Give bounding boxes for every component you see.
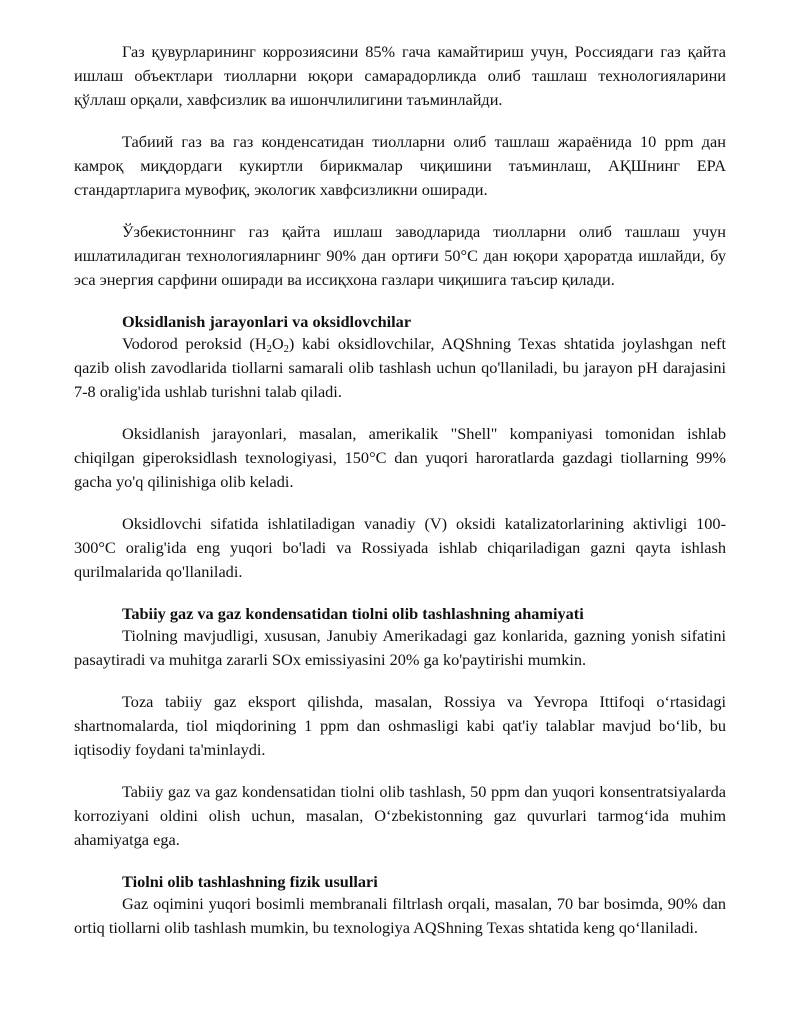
paragraph: Табиий газ ва газ конденсатидан тиолларни олиб ташлаш жараёнида 10 ppm дан камроқ миқдордаги кукиртли бирикмалар чиқишини таъминлаш, АҚШнинг EPA стандартларига мувофиқ, экологик хавфсизликни оширади. [74, 132, 726, 199]
paragraph: Gaz oqimini yuqori bosimli membranali filtrlash orqali, masalan, 70 bar bosimda, 90% dan ortiq tiollarni olib tashlash mumkin, bu texnologiya AQShning Texas shtatida keng qoʻllaniladi. [74, 894, 726, 937]
paragraph: Газ қувурларининг коррозиясини 85% гача камайтириш учун, Россиядаги газ қайта ишлаш объектлари тиолларни юқори самарадорликда олиб ташлаш технологияларини қўллаш орқали, хавфсизлик ва ишончлилигини таъминлайди. [74, 42, 726, 109]
text-run: O [271, 334, 284, 353]
text-run: ) kabi oksidlovchilar, AQShning Texas shtatida joylashgan neft qazib olish zavodlarida tiollarni samarali olib tashlash uchun qo'llaniladi, bu jarayon pH darajasini 7-8 oralig'ida ushlab turishni talab qiladi. [74, 334, 726, 401]
paragraph: Ўзбекистоннинг газ қайта ишлаш заводларида тиолларни олиб ташлаш учун ишлатиладиган технологияларнинг 90% дан ортиғи 50°C дан юқори ҳароратда ишлайди, бу эса энергия сарфини оширади ва иссиқхона газлари чиқишига таъсир қилади. [74, 222, 726, 289]
importance-section [74, 604, 726, 852]
oxidation-section [74, 312, 726, 584]
paragraph: Tabiiy gaz va gaz kondensatidan tiolni olib tashlash, 50 ppm dan yuqori konsentratsiyalarda korroziyani oldini olish uchun, masalan, Oʻzbekistonning gaz quvurlari tarmogʻida muhim ahamiyatga ega. [74, 782, 726, 849]
section-heading: Oksidlanish jarayonlari va oksidlovchilar [122, 312, 412, 331]
physical-methods-section [74, 872, 726, 940]
paragraph: Tiolning mavjudligi, xususan, Janubiy Amerikadagi gaz konlarida, gazning yonish sifatini pasaytiradi va muhitga zararli SOx emissiyasini 20% ga ko'paytirishi mumkin. [74, 626, 726, 669]
section-heading: Tiolni olib tashlashning fizik usullari [122, 872, 378, 891]
paragraph [74, 332, 726, 404]
intro-section [74, 40, 726, 292]
section-heading: Tabiiy gaz va gaz kondensatidan tiolni olib tashlashning ahamiyati [122, 604, 584, 623]
paragraph: Toza tabiiy gaz eksport qilishda, masalan, Rossiya va Yevropa Ittifoqi oʻrtasidagi shartnomalarda, tiol miqdorining 1 ppm dan oshmasligi kabi qat'iy talablar mavjud boʻlib, bu iqtisodiy foydani ta'minlaydi. [74, 692, 726, 759]
paragraph: Oksidlanish jarayonlari, masalan, amerikalik "Shell" kompaniyasi tomonidan ishlab chiqilgan giperoksidlash texnologiyasi, 150°C dan yuqori haroratlarda gazdagi tiollarning 99% gacha yo'q qilinishiga olib keladi. [74, 424, 726, 491]
subscript: 2 [283, 344, 289, 355]
subscript: 2 [266, 344, 272, 355]
paragraph: Oksidlovchi sifatida ishlatiladigan vanadiy (V) oksidi katalizatorlarining aktivligi 100-300°C oralig'ida eng yuqori bo'ladi va Rossiyada ishlab chiqariladigan gazni qayta ishlash qurilmalarida qo'llaniladi. [74, 514, 726, 581]
text-run: Vodorod peroksid (H [122, 334, 267, 353]
